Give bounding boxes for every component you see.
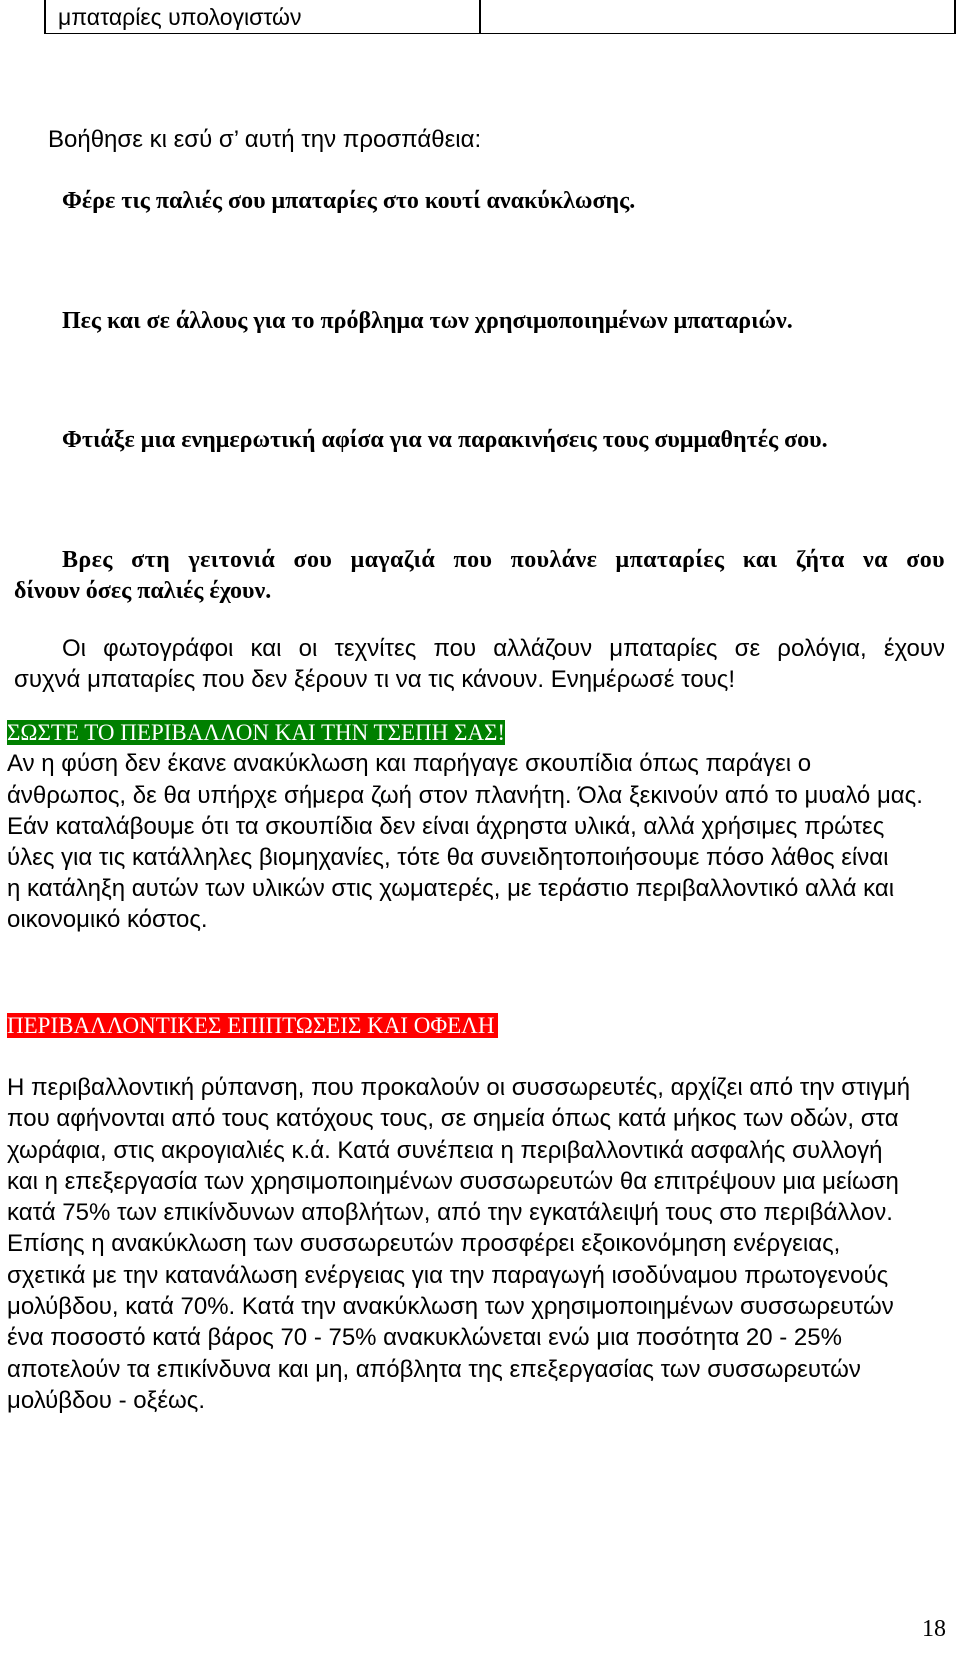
impacts-heading [7,1011,498,1041]
nature-line: οικονομικό κόστος. [7,906,208,933]
action-item: Φτιάξε μια ενημερωτική αφίσα για να παρακινήσεις τους συμμαθητές σου. [62,427,828,453]
impacts-line: ένα ποσοστό κατά βάρος 70 - 75% ανακυκλώνεται ενώ μια ποσότητα 20 - 25% [7,1324,842,1351]
action-item: Φέρε τις παλιές σου μπαταρίες στο κουτί ανακύκλωσης. [62,188,636,214]
impacts-line: και η επεξεργασία των χρησιμοποιημένων συσσωρευτών θα επιτρέψουν μια μείωση [7,1168,899,1195]
nature-line: ύλες για τις κατάλληλες βιομηχανίες, τότε θα συνειδητοποιήσουμε πόσο λάθος είναι [7,844,889,871]
nature-line: Εάν καταλάβουμε ότι τα σκουπίδια δεν είναι άχρηστα υλικά, αλλά χρήσιμες πρώτες [7,813,885,840]
impacts-line: μολύβδου, κατά 70%. Κατά την ανακύκλωση των χρησιμοποιημένων συσσωρευτών [7,1293,894,1320]
header-divider [481,33,955,34]
header-title: μπαταρίες υπολογιστών [58,4,302,30]
impacts-heading-text: ΠΕΡΙΒΑΛΛΟΝΤΙΚΕΣ ΕΠΙΠΤΩΣΕΙΣ ΚΑΙ ΟΦΕΛΗ [7,1013,498,1038]
action-item: Πες και σε άλλους για το πρόβλημα των χρησιμοποιημένων μπαταριών. [62,308,793,334]
impacts-line: Η περιβαλλοντική ρύπανση, που προκαλούν οι συσσωρευτές, αρχίζει από την στιγμή [7,1074,911,1101]
impacts-line: Επίσης η ανακύκλωση των συσσωρευτών προσφέρει εξοικονόμηση ενέργειας, [7,1230,841,1257]
photographers-line: συχνά μπαταρίες που δεν ξέρουν τι να τις κάνουν. Ενημέρωσέ τους! [14,666,736,693]
page-number: 18 [922,1616,946,1642]
nature-line: η κατάληξη αυτών των υλικών στις χωματερές, με τεράστιο περιβαλλοντικό αλλά και [7,875,895,902]
nature-line: άνθρωπος, δε θα υπήρχε σήμερα ζωή στον πλανήτη. Όλα ξεκινούν από το μυαλό μας. [7,782,923,809]
impacts-line: αποτελούν τα επικίνδυνα και μη, απόβλητα της επεξεργασίας των συσσωρευτών [7,1356,861,1383]
save-heading [7,719,505,747]
impacts-line: που αφήνονται από τους κατόχους τους, σε σημεία όπως κατά μήκος των οδών, στα [7,1105,899,1132]
impacts-line: κατά 75% των επικίνδυνων αποβλήτων, από την εγκατάλειψή τους στο περιβάλλον. [7,1199,893,1226]
nature-line: Αν η φύση δεν έκανε ανακύκλωση και παρήγαγε σκουπίδια όπως παράγει ο [7,750,812,777]
intro-text: Βοήθησε κι εσύ σ’ αυτή την προσπάθεια: [48,126,482,153]
impacts-line: σχετικά με την κατανάλωση ενέργειας για την παραγωγή ισοδύναμου πρωτογενούς [7,1262,889,1289]
action-item: Βρες στη γειτονιά σου μαγαζιά που πουλάνε μπαταρίες και ζήτα να σου [62,547,945,573]
header-border-right [954,0,956,34]
impacts-line: μολύβδου - οξέως. [7,1387,205,1414]
action-item: δίνουν όσες παλιές έχουν. [14,578,272,604]
save-heading-text: ΣΩΣΤΕ ΤΟ ΠΕΡΙΒΑΛΛΟΝ ΚΑΙ ΤΗΝ ΤΣΕΠΗ ΣΑΣ! [7,720,506,745]
impacts-line: χωράφια, στις ακρογιαλιές κ.ά. Κατά συνέπεια η περιβαλλοντικά ασφαλής συλλογή [7,1137,883,1164]
header-cell [44,0,481,34]
photographers-line: Οι φωτογράφοι και οι τεχνίτες που αλλάζουν μπαταρίες σε ρολόγια, έχουν [62,635,945,662]
